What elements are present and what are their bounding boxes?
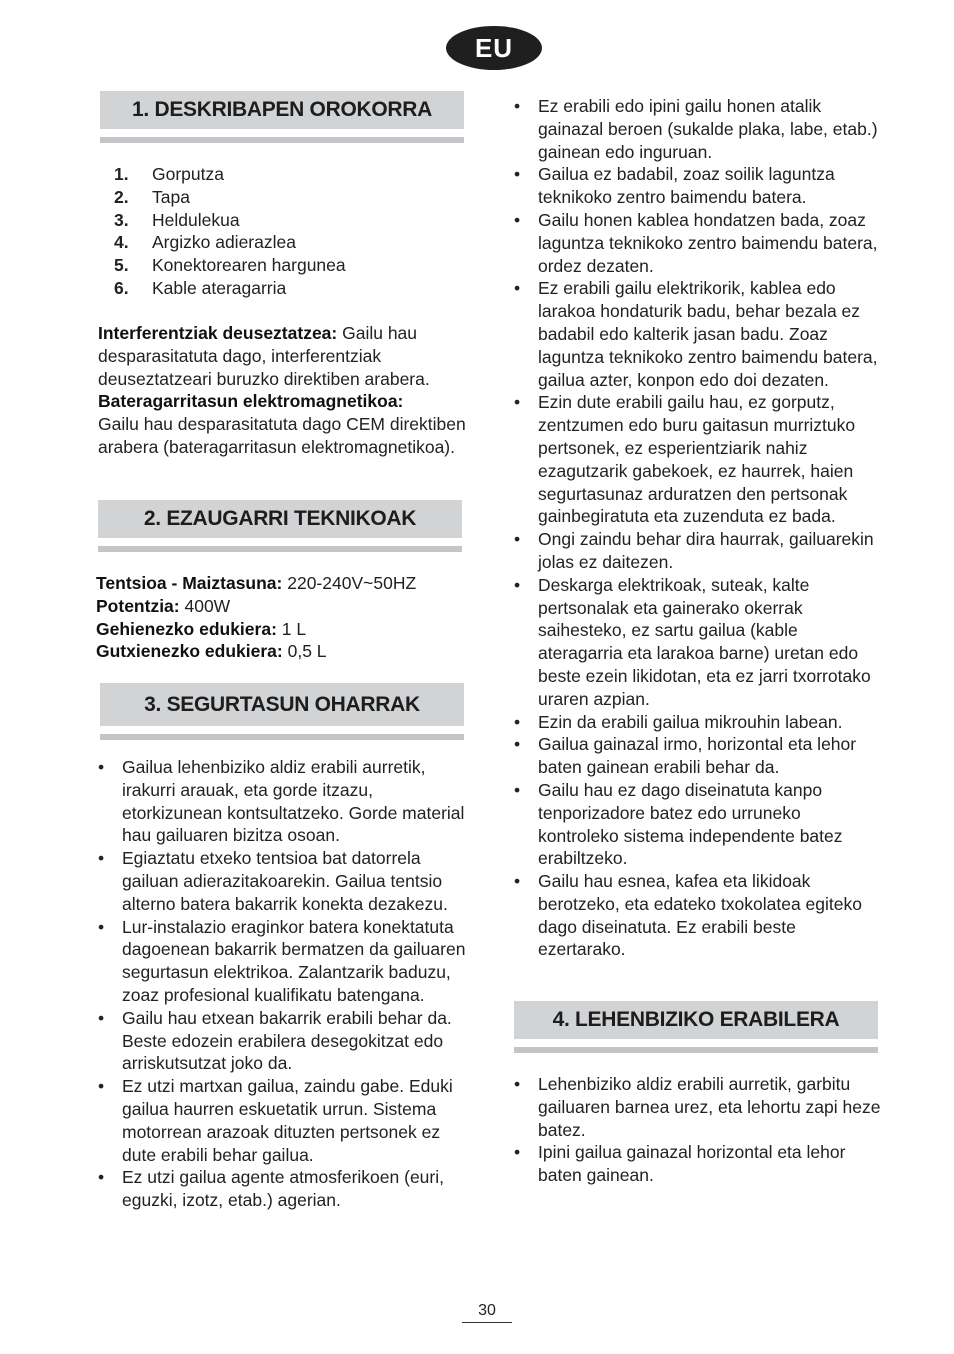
page-number: 30 bbox=[462, 1302, 512, 1323]
list-item: • Ez erabili edo ipini gailu honen atalik gainazal beroen (sukalde plaka, labe, etab.) gainean edo inguruan. bbox=[512, 95, 884, 163]
list-item: • Deskarga elektrikoak, suteak, kalte pertsonalak eta gainerako okerrak saihesteko, ez sartu gailua (kable ateragarria eta larakoa barne) uretan edo beste ezein likidotan, eta ez jarri txorrotako uraren azpian. bbox=[512, 574, 884, 711]
list-item: • Ezin da erabili gailua mikrouhin labean. bbox=[512, 711, 884, 734]
section-3-header bbox=[100, 683, 464, 740]
list-item: • Ipini gailua gainazal horizontal eta lehor baten gainean. bbox=[512, 1141, 884, 1187]
section-1-header bbox=[100, 91, 464, 143]
list-item: • Ez utzi martxan gailua, zaindu gabe. Eduki gailua haurren eskuetatik urrun. Sistema motorrean arazoak dituzten pertsonek ez dute erabili behar gailua. bbox=[96, 1075, 468, 1166]
list-item: • Ez erabili gailu elektrikorik, kablea edo larakoa hondaturik badu, behar bezala ez badabil edo kalterik jasan badu. Zoaz laguntza teknikoko zentro baimendu batera, gailua azter, konpon edo doi dezaten. bbox=[512, 277, 884, 391]
list-item: • Ongi zaindu behar dira haurrak, gailuarekin jolas ez daitezen. bbox=[512, 528, 884, 574]
list-item: 2. Tapa bbox=[114, 186, 190, 207]
list-item: • Gailu hau etxean bakarrik erabili behar da. Beste edozein erabilera desegokitzat edo arriskutsutzat joko da. bbox=[96, 1007, 468, 1075]
section-3-title: 3. SEGURTASUN OHARRAK bbox=[100, 683, 464, 726]
list-item: • Gailu honen kablea hondatzen bada, zoaz laguntza teknikoko zentro baimendu batera, ordez dezaten. bbox=[512, 209, 884, 277]
spec-row: Tentsioa - Maiztasuna: 220-240V~50HZ bbox=[96, 573, 417, 593]
list-item: 4. Argizko adierazlea bbox=[114, 232, 296, 253]
list-item: 6. Kable ateragarria bbox=[114, 277, 287, 298]
language-badge: EU bbox=[446, 26, 542, 70]
specs-list bbox=[96, 572, 468, 663]
section-2-header bbox=[98, 500, 462, 552]
parts-list bbox=[96, 163, 468, 300]
list-item: • Gailu hau ez dago diseinatuta kanpo tenporizadore batez edo urruneko kontroleko sistema independente batez erabiltzeko. bbox=[512, 779, 884, 870]
list-item: • Gailua lehenbiziko aldiz erabili aurretik, irakurri arauak, eta gorde itzazu, etorkizunean kontsultatzeko. Gorde material hau gailuaren bizitza osoan. bbox=[96, 756, 468, 847]
list-item: • Lur-instalazio eraginkor batera konektatuta dagoenean bakarrik bermatzen da gailuaren segurtasun elektrikoa. Zalantzarik baduzu, zoaz profesional kualifikatu batengana. bbox=[96, 916, 468, 1007]
list-item: • Ezin dute erabili gailu hau, ez gorputz, zentzumen edo buru gaitasun murriztuko pertsonek, ez esperientziarik nahiz ezagutzarik gabekoek, ez haurrek, haien segurtasunaz arduratzen den pertsonak gainbegiratuta eta zuzenduta ez bada. bbox=[512, 391, 884, 528]
section-2-rule bbox=[98, 546, 462, 552]
list-item: • Ez utzi gailua agente atmosferikoen (euri, eguzki, izotz, etab.) agerian. bbox=[96, 1166, 468, 1212]
safety-list-left bbox=[96, 756, 468, 1212]
section-4-title: 4. LEHENBIZIKO ERABILERA bbox=[514, 1001, 878, 1039]
list-item: 5. Konektorearen hargunea bbox=[114, 255, 346, 276]
list-item: 1. Gorputza bbox=[114, 164, 224, 184]
list-item: • Egiaztatu etxeko tentsioa bat datorrela gailuan adierazitakoarekin. Gailua tentsio alterno batera bakarrik konekta dezakezu. bbox=[96, 847, 468, 915]
safety-list-right bbox=[512, 95, 884, 961]
list-item: • Gailua gainazal irmo, horizontal eta lehor baten gainean erabili behar da. bbox=[512, 733, 884, 779]
section-4-header bbox=[514, 1001, 878, 1053]
first-use-list bbox=[512, 1073, 884, 1187]
spec-row: Potentzia: 400W bbox=[96, 595, 231, 616]
section-3-rule bbox=[100, 734, 464, 740]
list-item: 3. Heldulekua bbox=[114, 209, 240, 230]
section-1-title: 1. DESKRIBAPEN OROKORRA bbox=[100, 91, 464, 129]
list-item: • Lehenbiziko aldiz erabili aurretik, garbitu gailuaren barnea urez, eta lehortu zapi heze batez. bbox=[512, 1073, 884, 1141]
list-item: • Gailua ez badabil, zoaz soilik laguntza teknikoko zentro baimendu batera. bbox=[512, 163, 884, 209]
list-item: • Gailu hau esnea, kafea eta likidoak berotzeko, eta edateko txokolatea egiteko dago diseinatuta. Ez erabili beste ezertarako. bbox=[512, 870, 884, 961]
section-1-rule bbox=[100, 137, 464, 143]
interference-paragraph: Interferentziak deuseztatzea: Gailu hau desparasitatuta dago, interferentziak deuseztatzeari buruzko direktiben arabera. Bateragarritasun elektromagnetikoa: Gailu hau desparasitatuta dago CEM direktiben arabera (bateragarritasun elektromagnetikoa). bbox=[98, 323, 466, 457]
spec-row: Gehienezko edukiera: 1 L bbox=[96, 618, 307, 639]
section-2-title: 2. EZAUGARRI TEKNIKOAK bbox=[98, 500, 462, 538]
spec-row: Gutxienezko edukiera: 0,5 L bbox=[96, 641, 327, 662]
section-4-rule bbox=[514, 1047, 878, 1053]
